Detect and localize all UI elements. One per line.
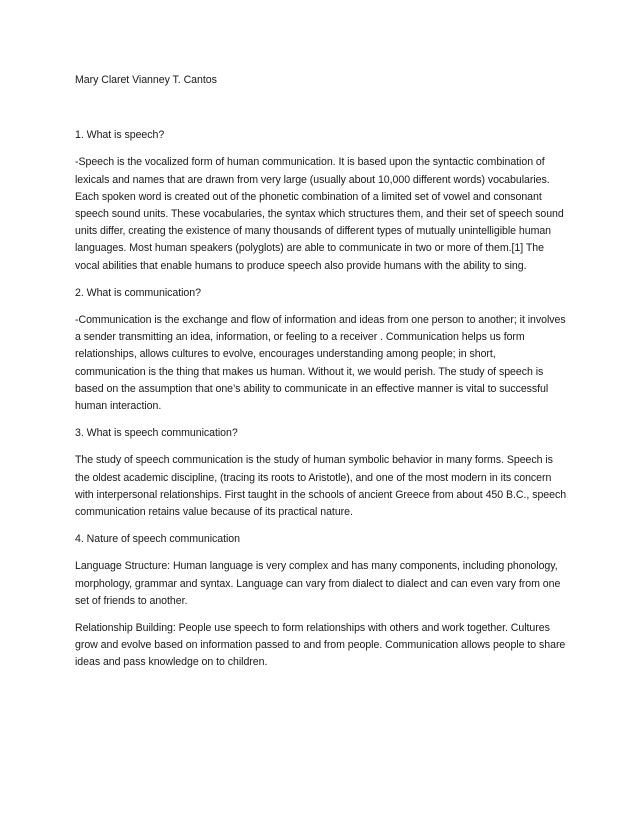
section-speech	[75, 127, 567, 275]
author-name: Mary Claret Vianney T. Cantos	[75, 74, 217, 86]
section-nature	[75, 531, 567, 671]
document-body	[75, 72, 567, 682]
question-heading: 4. Nature of speech communication	[75, 533, 240, 546]
section-speech-communication	[75, 425, 567, 521]
answer-paragraph: -Speech is the vocalized form of human communication. It is based upon the syntactic combination of lexicals and names that are drawn from very large (usually about 10,000 different words) vocabularies. Each spoken word is created out of the phonetic combination of a limited set of vowel and consonant speech sound units. These vocabularies, the syntax which structures them, and their set of speech sound units differ, creating the existence of many thousands of different types of mutually unintelligible human languages. Most human speakers (polyglots) are able to communicate in two or more of them.[1] The vocal abilities that enable humans to produce speech also provide humans with the ability to sing.	[75, 156, 564, 272]
relationship-building-paragraph: Relationship Building: People use speech to form relationships with others and work together. Cultures grow and evolve based on information passed to and from people. Communication allows people to share ideas and pass knowledge on to children.	[75, 622, 566, 669]
answer-paragraph: The study of speech communication is the study of human symbolic behavior in many forms. Speech is the oldest academic discipline, (tracing its roots to Aristotle), and one of the most modern in its concern with interpersonal relationships. First taught in the schools of ancient Greece from about 450 B.C., speech communication retains value because of its practical nature.	[75, 454, 567, 519]
language-structure-paragraph: Language Structure: Human language is very complex and has many components, including phonology, morphology, grammar and syntax. Language can vary from dialect to dialect and can even vary from one set of friends to another.	[75, 560, 561, 607]
section-communication	[75, 285, 567, 415]
question-heading: 3. What is speech communication?	[75, 427, 238, 440]
question-heading: 2. What is communication?	[75, 286, 201, 299]
answer-paragraph: -Communication is the exchange and flow of information and ideas from one person to another; it involves a sender transmitting an idea, information, or feeling to a receiver . Communication helps us form relationships, allows cultures to evolve, encourages understanding among people; in short, communication is the thing that makes us human. Without it, we would perish. The study of speech is based on the assumption that one’s ability to communicate in an effective manner is vital to successful human interaction.	[75, 314, 566, 413]
question-heading: 1. What is speech?	[75, 129, 165, 142]
